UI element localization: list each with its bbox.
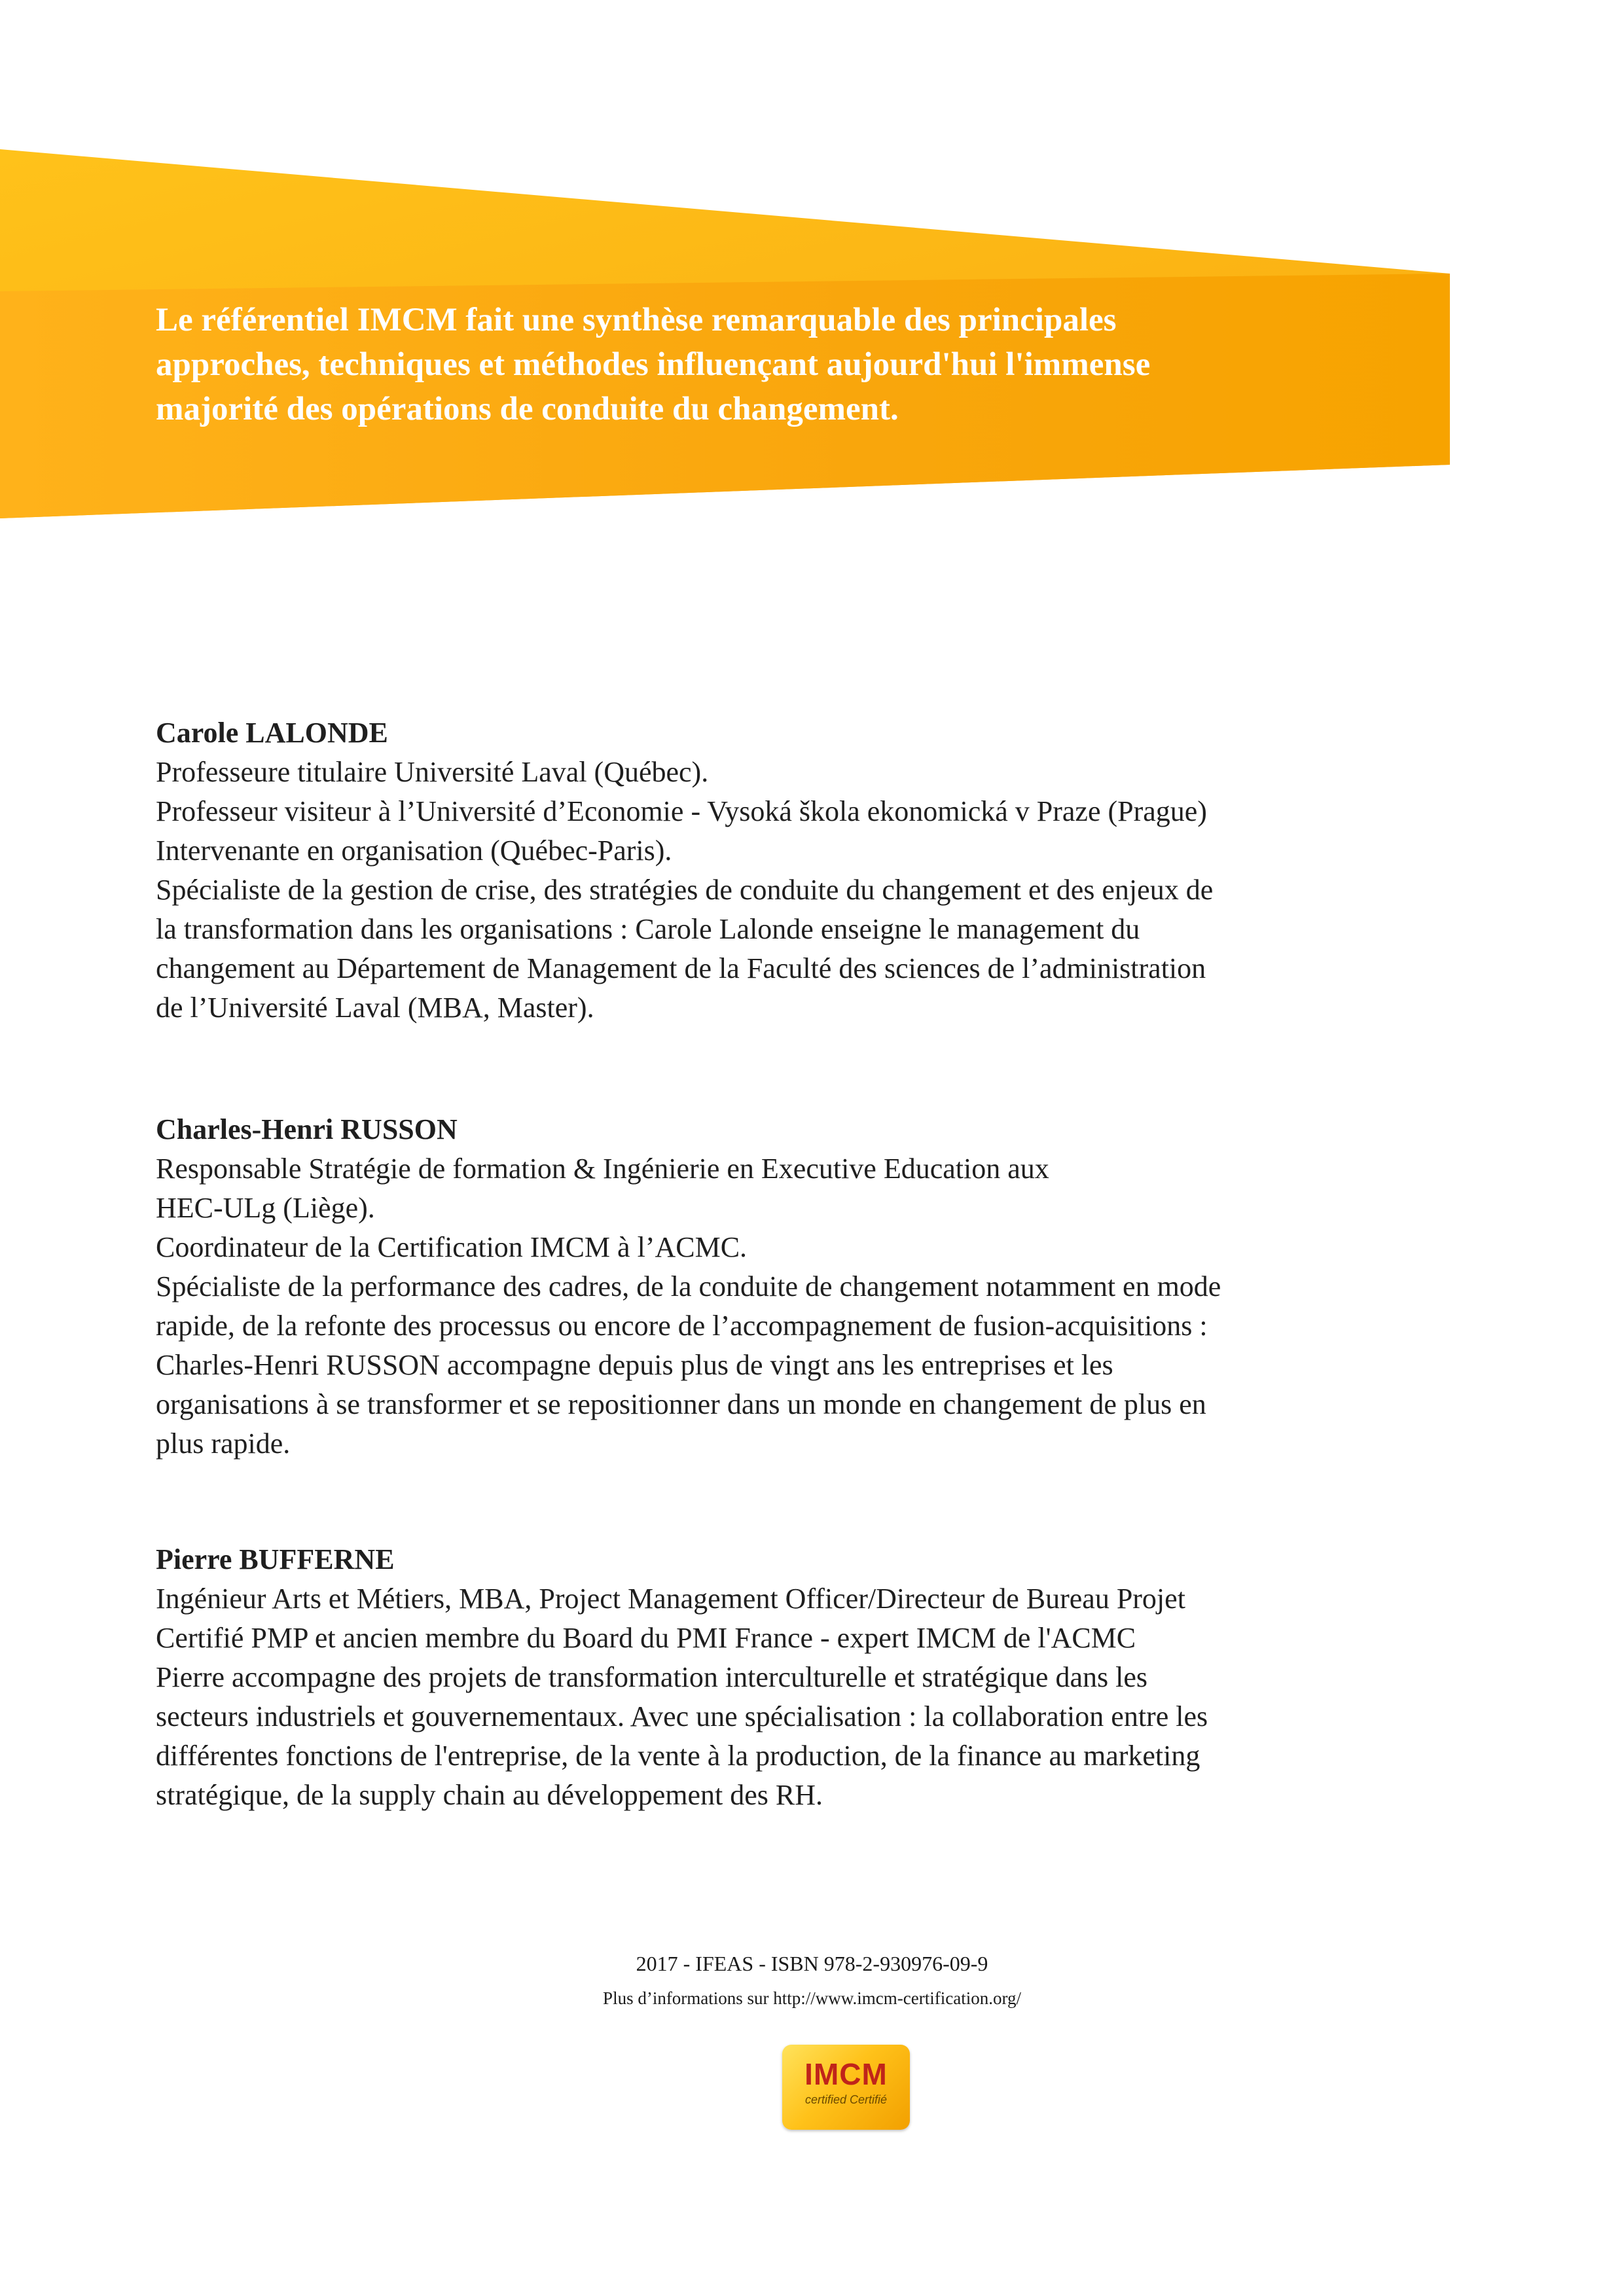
bio-line: plus rapide. <box>156 1427 291 1460</box>
banner-shape <box>0 0 1624 537</box>
bio-line: Certifié PMP et ancien membre du Board du PMI France - expert IMCM de l'ACMC <box>156 1622 1136 1654</box>
bio-line: HEC-ULg (Liège). <box>156 1192 375 1224</box>
person-name: Carole LALONDE <box>156 717 388 749</box>
bio-line: Spécialiste de la gestion de crise, des stratégies de conduite du changement et des enjeux de <box>156 874 1214 906</box>
person-name: Charles-Henri RUSSON <box>156 1113 458 1145</box>
badge-subtitle: certified Certifié <box>804 2093 888 2106</box>
bio-line: Charles-Henri RUSSON accompagne depuis plus de vingt ans les entreprises et les <box>156 1349 1113 1381</box>
bio-line: Pierre accompagne des projets de transformation interculturelle et stratégique dans les <box>156 1661 1147 1693</box>
banner-quote <box>156 298 1399 431</box>
bio-line: Coordinateur de la Certification IMCM à l’ACMC. <box>156 1231 748 1263</box>
bio-line: Spécialiste de la performance des cadres, de la conduite de changement notamment en mode <box>156 1270 1221 1302</box>
bio-line: la transformation dans les organisations : Carole Lalonde enseigne le management du <box>156 913 1140 945</box>
bio-line: Intervenante en organisation (Québec-Paris). <box>156 834 672 867</box>
bio-line: différentes fonctions de l'entreprise, de la vente à la production, de la finance au marketing <box>156 1740 1200 1772</box>
badge-title: IMCM <box>804 2057 888 2091</box>
person-name: Pierre BUFFERNE <box>156 1543 395 1575</box>
bio-line: rapide, de la refonte des processus ou encore de l’accompagnement de fusion-acquisitions : <box>156 1310 1208 1342</box>
bio-line: de l’Université Laval (MBA, Master). <box>156 992 594 1024</box>
bio-line: organisations à se transformer et se repositionner dans un monde en changement de plus en <box>156 1388 1206 1420</box>
banner-line: majorité des opérations de conduite du changement. <box>156 391 899 427</box>
bio-line: secteurs industriels et gouvernementaux. Avec une spécialisation : la collaboration entre les <box>156 1700 1208 1732</box>
bio-charles-henri-russon <box>156 1110 1485 1463</box>
bio-line: Professeur visiteur à l’Université d’Economie - Vysoká škola ekonomická v Praze (Prague) <box>156 795 1207 827</box>
bio-line: stratégique, de la supply chain au développement des RH. <box>156 1779 823 1811</box>
bio-line: Professeure titulaire Université Laval (Québec). <box>156 756 709 788</box>
bio-pierre-bufferne <box>156 1540 1485 1815</box>
bio-line: Ingénieur Arts et Métiers, MBA, Project Management Officer/Directeur de Bureau Projet <box>156 1583 1185 1615</box>
isbn-line: 2017 - IFEAS - ISBN 978-2-930976-09-9 <box>636 1952 988 1975</box>
bio-carole-lalonde <box>156 713 1485 1028</box>
imcm-certified-badge <box>782 2045 910 2130</box>
header-banner <box>0 0 1624 537</box>
info-link[interactable]: Plus d’informations sur http://www.imcm-certification.org/ <box>603 1988 1021 2008</box>
banner-line: approches, techniques et méthodes influençant aujourd'hui l'immense <box>156 346 1151 383</box>
bio-line: changement au Département de Management de la Faculté des sciences de l’administration <box>156 952 1206 984</box>
banner-line: Le référentiel IMCM fait une synthèse remarquable des principales <box>156 302 1117 338</box>
bio-line: Responsable Stratégie de formation & Ingénierie en Executive Education aux <box>156 1153 1049 1185</box>
